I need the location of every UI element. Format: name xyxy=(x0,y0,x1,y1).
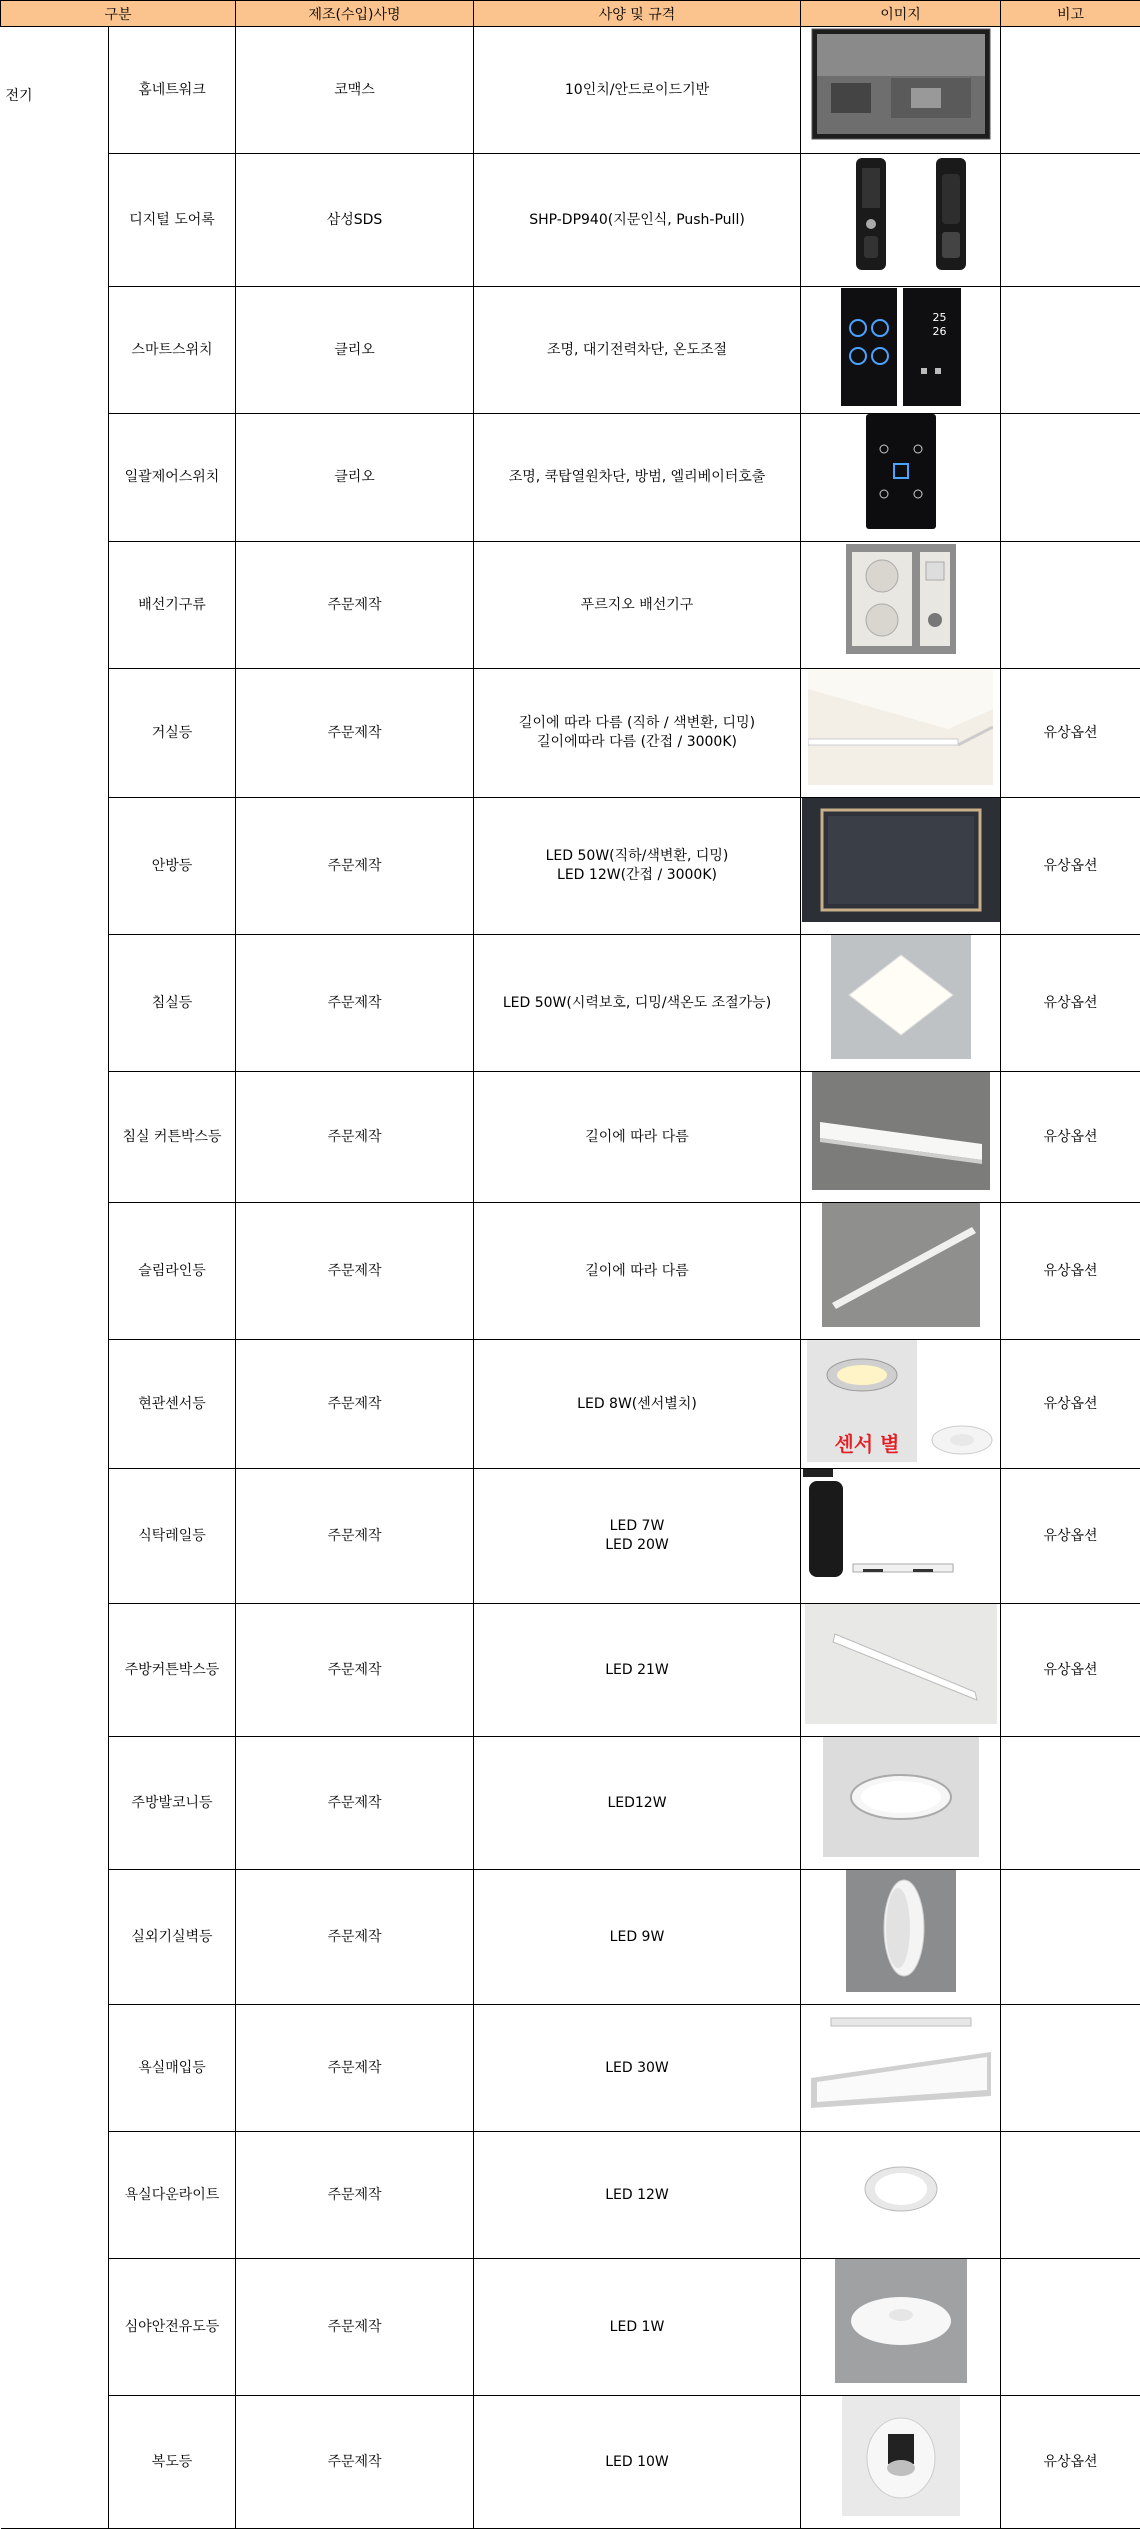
item-name: 거실등 xyxy=(109,669,236,798)
item-maker: 클리오 xyxy=(236,287,474,414)
table-body xyxy=(1,27,1140,2529)
item-maker: 주문제작 xyxy=(236,2132,474,2259)
spec-line: SHP-DP940(지문인식, Push-Pull) xyxy=(474,211,800,230)
table-row xyxy=(1,669,1140,798)
item-image-cell xyxy=(801,2259,1001,2396)
table-row xyxy=(1,1469,1140,1604)
spec-line: 푸르지오 배선기구 xyxy=(474,596,800,615)
table-row xyxy=(1,2005,1140,2132)
table-row xyxy=(1,1072,1140,1203)
item-spec xyxy=(474,1604,801,1737)
slim-line-light-image xyxy=(822,1203,980,1333)
item-maker: 주문제작 xyxy=(236,1072,474,1203)
item-image-cell xyxy=(801,669,1001,798)
item-note xyxy=(1001,1870,1140,2005)
table-row xyxy=(1,2259,1140,2396)
table-row xyxy=(1,2132,1140,2259)
item-name: 안방등 xyxy=(109,798,236,935)
item-name: 식탁레일등 xyxy=(109,1469,236,1604)
item-note: 유상옵션 xyxy=(1001,1469,1140,1604)
item-name: 실외기실벽등 xyxy=(109,1870,236,2005)
item-note xyxy=(1001,1737,1140,1870)
bathroom-downlight-image xyxy=(861,2159,941,2225)
bathroom-recessed-light-image xyxy=(811,2012,991,2118)
item-maker: 주문제작 xyxy=(236,1870,474,2005)
item-image-cell xyxy=(801,2132,1001,2259)
spec-line: LED 20W xyxy=(474,1536,800,1555)
table-row xyxy=(1,542,1140,669)
item-note: 유상옵션 xyxy=(1001,1203,1140,1340)
item-image-cell xyxy=(801,542,1001,669)
header-row xyxy=(1,1,1140,27)
item-spec xyxy=(474,414,801,542)
item-note xyxy=(1001,2005,1140,2132)
item-spec xyxy=(474,798,801,935)
item-maker: 주문제작 xyxy=(236,669,474,798)
category-cell: 전기 xyxy=(1,27,109,2529)
table-row xyxy=(1,287,1140,414)
item-note: 유상옵션 xyxy=(1001,798,1140,935)
spec-line: 10인치/안드로이드기반 xyxy=(474,81,800,100)
spec-line: LED 21W xyxy=(474,1661,800,1680)
kitchen-curtain-light-image xyxy=(805,1604,997,1730)
item-maker: 주문제작 xyxy=(236,1469,474,1604)
item-maker: 주문제작 xyxy=(236,1340,474,1469)
spec-line: LED 30W xyxy=(474,2059,800,2078)
table-row xyxy=(1,798,1140,935)
item-spec xyxy=(474,27,801,154)
temp-readout-1: 25 xyxy=(933,312,947,324)
item-image-cell xyxy=(801,935,1001,1072)
item-image-cell xyxy=(801,1203,1001,1340)
item-note: 유상옵션 xyxy=(1001,669,1140,798)
item-spec xyxy=(474,154,801,287)
item-spec xyxy=(474,1737,801,1870)
item-note: 유상옵션 xyxy=(1001,1072,1140,1203)
item-name: 주방커튼박스등 xyxy=(109,1604,236,1737)
table-row xyxy=(1,1604,1140,1737)
item-spec xyxy=(474,542,801,669)
item-name: 심야안전유도등 xyxy=(109,2259,236,2396)
spec-line: LED 9W xyxy=(474,1928,800,1947)
table-row xyxy=(1,2396,1140,2529)
wall-outlet-image xyxy=(846,544,956,660)
item-image-cell xyxy=(801,2396,1001,2529)
item-maker: 주문제작 xyxy=(236,935,474,1072)
spec-line: LED 50W(직하/색변환, 디밍) xyxy=(474,847,800,866)
item-name: 디지털 도어록 xyxy=(109,154,236,287)
wallpad-screen-image xyxy=(811,28,991,146)
sensor-caption: 센서 별 xyxy=(835,1435,900,1454)
spec-line: LED 12W xyxy=(474,2186,800,2205)
spec-line: LED 1W xyxy=(474,2318,800,2337)
item-name: 배선기구류 xyxy=(109,542,236,669)
kitchen-balcony-light-image xyxy=(823,1737,979,1863)
item-name: 일괄제어스위치 xyxy=(109,414,236,542)
item-image-cell xyxy=(801,1340,1001,1469)
item-image-cell xyxy=(801,1072,1001,1203)
item-maker: 주문제작 xyxy=(236,1737,474,1870)
item-spec xyxy=(474,2259,801,2396)
header-spec: 사양 및 규격 xyxy=(474,1,801,27)
item-name: 스마트스위치 xyxy=(109,287,236,414)
master-bedroom-light-image xyxy=(802,798,1000,928)
spec-line: 길이에 따라 다름 (직하 / 색변환, 디밍) xyxy=(474,714,800,733)
table-row xyxy=(1,1870,1140,2005)
item-name: 홈네트워크 xyxy=(109,27,236,154)
item-note xyxy=(1001,2132,1140,2259)
item-maker: 주문제작 xyxy=(236,2259,474,2396)
header-image: 이미지 xyxy=(801,1,1001,27)
item-image-cell xyxy=(801,798,1001,935)
item-maker: 주문제작 xyxy=(236,798,474,935)
header-note: 비고 xyxy=(1001,1,1140,27)
item-spec xyxy=(474,935,801,1072)
outdoor-unit-wall-light-image xyxy=(846,1870,956,1998)
item-note: 유상옵션 xyxy=(1001,2396,1140,2529)
table-row xyxy=(1,414,1140,542)
item-image-cell xyxy=(801,1604,1001,1737)
item-name: 욕실다운라이트 xyxy=(109,2132,236,2259)
door-lock-image xyxy=(826,154,976,280)
table-row xyxy=(1,1203,1140,1340)
item-spec xyxy=(474,1203,801,1340)
item-image-cell xyxy=(801,287,1001,414)
item-note: 유상옵션 xyxy=(1001,1340,1140,1469)
table-rail-light-image xyxy=(803,1469,999,1597)
item-spec xyxy=(474,2132,801,2259)
master-switch-image xyxy=(866,414,936,535)
item-spec xyxy=(474,1870,801,2005)
item-spec xyxy=(474,1340,801,1469)
temp-readout-2: 26 xyxy=(933,326,947,338)
item-maker: 주문제작 xyxy=(236,1203,474,1340)
table-row xyxy=(1,1340,1140,1469)
table-row xyxy=(1,935,1140,1072)
item-image-cell xyxy=(801,1469,1001,1604)
item-image-cell xyxy=(801,414,1001,542)
item-name: 주방발코니등 xyxy=(109,1737,236,1870)
item-image-cell xyxy=(801,27,1001,154)
hallway-light-image xyxy=(842,2396,960,2522)
item-name: 욕실매입등 xyxy=(109,2005,236,2132)
header-category: 구분 xyxy=(1,1,236,27)
item-note xyxy=(1001,287,1140,414)
item-name: 슬림라인등 xyxy=(109,1203,236,1340)
item-spec xyxy=(474,1469,801,1604)
item-spec xyxy=(474,1072,801,1203)
smart-switch-image xyxy=(841,288,961,406)
header-maker: 제조(수입)사명 xyxy=(236,1,474,27)
spec-line: LED 12W(간접 / 3000K) xyxy=(474,866,800,885)
item-image-cell xyxy=(801,1870,1001,2005)
item-note xyxy=(1001,2259,1140,2396)
spec-line: LED12W xyxy=(474,1794,800,1813)
spec-line: 조명, 쿡탑열원차단, 방범, 엘리베이터호출 xyxy=(474,468,800,487)
item-spec xyxy=(474,669,801,798)
night-guide-light-image xyxy=(835,2259,967,2389)
item-note xyxy=(1001,27,1140,154)
item-name: 침실 커튼박스등 xyxy=(109,1072,236,1203)
item-maker: 주문제작 xyxy=(236,2005,474,2132)
curtain-box-light-image xyxy=(812,1072,990,1196)
item-spec xyxy=(474,2396,801,2529)
item-maker: 클리오 xyxy=(236,414,474,542)
spec-line: LED 10W xyxy=(474,2453,800,2472)
table-row xyxy=(1,154,1140,287)
spec-line: 길이에 따라 다름 xyxy=(474,1128,800,1147)
item-note xyxy=(1001,542,1140,669)
item-name: 현관센서등 xyxy=(109,1340,236,1469)
living-room-light-image xyxy=(808,669,993,791)
entrance-sensor-light-image xyxy=(807,1340,995,1462)
item-maker: 주문제작 xyxy=(236,1604,474,1737)
table-row xyxy=(1,27,1140,154)
item-note: 유상옵션 xyxy=(1001,1604,1140,1737)
item-spec xyxy=(474,287,801,414)
spec-line: LED 8W(센서별치) xyxy=(474,1395,800,1414)
item-name: 침실등 xyxy=(109,935,236,1072)
spec-line: LED 7W xyxy=(474,1517,800,1536)
bedroom-light-image xyxy=(831,935,971,1065)
spec-line: 길이에 따라 다름 xyxy=(474,1262,800,1281)
spec-line: LED 50W(시력보호, 디밍/색온도 조절가능) xyxy=(474,994,800,1013)
item-maker: 주문제작 xyxy=(236,542,474,669)
item-maker: 삼성SDS xyxy=(236,154,474,287)
item-image-cell xyxy=(801,154,1001,287)
item-note xyxy=(1001,414,1140,542)
item-note: 유상옵션 xyxy=(1001,935,1140,1072)
item-note xyxy=(1001,154,1140,287)
spec-line: 조명, 대기전력차단, 온도조절 xyxy=(474,341,800,360)
spec-line: 길이에따라 다름 (간접 / 3000K) xyxy=(474,733,800,752)
item-name: 복도등 xyxy=(109,2396,236,2529)
table-row xyxy=(1,1737,1140,1870)
item-maker: 코맥스 xyxy=(236,27,474,154)
item-spec xyxy=(474,2005,801,2132)
item-image-cell xyxy=(801,2005,1001,2132)
item-image-cell xyxy=(801,1737,1001,1870)
item-maker: 주문제작 xyxy=(236,2396,474,2529)
